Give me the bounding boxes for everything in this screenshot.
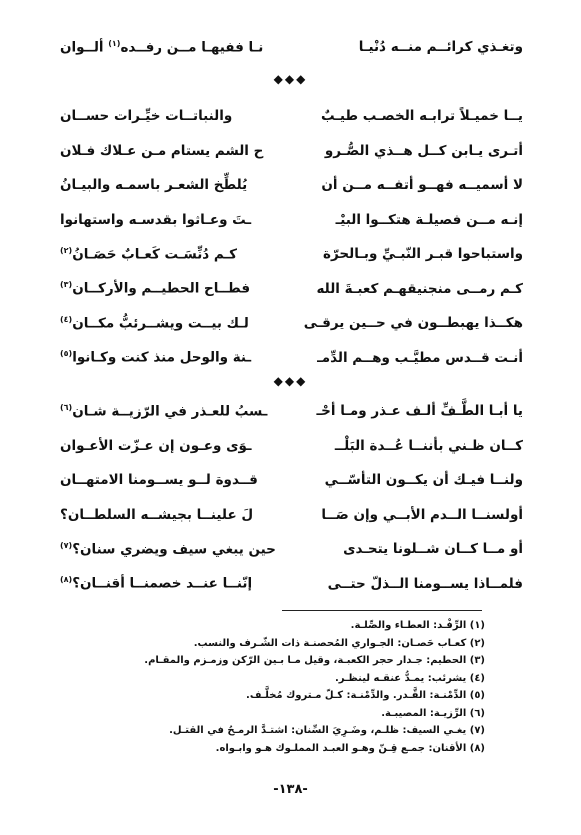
verse-row	[60, 396, 523, 426]
footnote-item: (٢) كعـاب حَصـان: الجـواري المُحصنـة ذات الشّـرف والنسب.	[193, 637, 485, 649]
page-number: -١٣٨-	[273, 782, 308, 797]
footnote-item: (٤) يشرئب: يمـدُّ عنقـه لينظـر.	[334, 672, 485, 684]
verse-row	[60, 534, 523, 564]
verse-left-hemistich: إنّنــا عنــد خصمنــا أقنــان؟$^{(٨)}$	[60, 575, 253, 592]
verse-row	[60, 205, 523, 235]
footnote-ref: (٤)	[60, 314, 73, 324]
verse-row	[60, 274, 523, 304]
verse-left-hemistich: ـنة والوحل منذ كنت وكـانوا$^{(٥)}$	[60, 349, 252, 366]
verse-right-hemistich: فلمــاذا يســومنا الــذلّ حتــى	[327, 575, 523, 592]
verse-left-hemistich: ـسبُ للعـذر في الرّزيــة شـان$^{(٦)}$	[60, 402, 268, 420]
section-separator: ◆◆◆	[273, 72, 308, 86]
footnote-ref: (٣)	[60, 280, 73, 290]
footnote-item: (٣) الحطيم: جـدار حجر الكعبـة، وقيل مـا بـين الرّكن وزمـزم والمقـام.	[144, 655, 485, 666]
verse-row	[60, 569, 523, 599]
footnote-ref: (١)	[108, 38, 121, 48]
verse-right-hemistich: هكــذا يهبطــون في حــين يرقـى	[303, 315, 523, 331]
verse-right-hemistich: وتغـذي كرائــم منــه دُنْيـا	[358, 39, 523, 55]
verse-right-hemistich: أو مــا كــان شــلونا يتحـدى	[343, 541, 523, 557]
verse-left-hemistich: لـك بيــت ويشــرئبُّ مكــان$^{(٤)}$	[60, 314, 249, 332]
verse-left-hemistich: قــدوة لــو يســومنا الامتهــان	[60, 472, 258, 488]
verse-left-hemistich: كـم دُنِّسَـت كَعـابٌ حَصَـانُ$^{(٢)}$	[60, 245, 237, 263]
verse-left-hemistich: والنباتــات خيِّـرات حســان	[60, 108, 233, 124]
verse-row	[60, 32, 523, 62]
footnote-ref: (٨)	[60, 575, 73, 585]
footnote-item: (٨) الأقنان: جمـع قِـنّ وهـو العبـد المملـوك هـو وابـواه.	[215, 742, 485, 754]
footnote-ref: (٦)	[60, 402, 73, 412]
footnote-item: (٥) الدِّمْنـة: القَّـدر. والدِّمْنـة: كـلّ مـتروك مُخلَّـف.	[246, 690, 485, 701]
verse-left-hemistich: ح الشم يستام مـن عـلاك فـلان	[60, 142, 264, 159]
verse-right-hemistich: ولنــا فيـك أن يكــون التأسّــي	[324, 472, 523, 488]
verse-row	[60, 465, 523, 495]
verse-row	[60, 500, 523, 530]
footnote-item: (٧) يغـي السيف: ظلـم، وضَـرِيَ السِّنان: اشتـدَّ الرمـحُ في القتـل.	[169, 725, 485, 736]
footnote-ref: (٢)	[60, 245, 73, 255]
verse-right-hemistich: أنـت قــدس مطيَّـب وهــم الدِّمـ	[317, 349, 523, 366]
verse-left-hemistich: حين يبغي سيف ويضري سنان؟$^{(٧)}$	[60, 540, 276, 558]
footnote-ref: (٧)	[60, 540, 73, 550]
verse-right-hemistich: يا أبـا الطَّـفِّ ألـف عـذر ومـا أحْـ	[316, 403, 523, 419]
footnote-ref: (٥)	[60, 349, 73, 359]
verse-left-hemistich: ـوَى وعـون إن عـزّت الأعـوان	[60, 437, 252, 454]
verse-row	[60, 343, 523, 373]
verse-left-hemistich: فطــاح الحطيــم والأركــان$^{(٣)}$	[60, 280, 251, 297]
verse-left-hemistich: لَ علينــا بجيشــه السلطــان؟	[60, 506, 254, 523]
footnote-rule	[282, 610, 482, 611]
verse-left-hemistich: ـتَ وعـاثوا بقدسـه واستهانوا	[60, 211, 252, 228]
verse-row	[60, 170, 523, 200]
verse-left-hemistich: نـا ففيهـا مــن رفــده$^{(١)}$ ألــوان	[60, 38, 264, 56]
verse-right-hemistich: يــا خميـلاً ترابـه الخصـب طيـبٌ	[320, 108, 523, 124]
verse-left-hemistich: يُلطِّخ الشعـر باسمـه والبيـانُ	[60, 177, 248, 193]
verse-row	[60, 431, 523, 461]
verse-right-hemistich: إنـه مــن فصيلـة هتكــوا البيْـ	[335, 211, 523, 228]
verse-right-hemistich: كـم رمــى منجنيقهـم كعبـةَ الله	[316, 280, 523, 297]
verse-right-hemistich: لا أسميــه فهــو أتفــه مــن أن	[321, 177, 523, 193]
verse-row	[60, 239, 523, 269]
verse-right-hemistich: كــان ظـني بأننــا عُــدة البَلْــ	[334, 437, 523, 454]
footnote-item: (١) الرِّفْـد: العطـاء والصِّلـة.	[350, 620, 485, 631]
footnotes	[60, 617, 485, 757]
verse-row	[60, 308, 523, 338]
verse-right-hemistich: أتـرى يـابن كــل هــذي الصُّـرو	[324, 142, 523, 159]
section-separator: ◆◆◆	[273, 374, 308, 388]
verse-right-hemistich: أولسنــا الــدم الأبــي وإن صَــا	[321, 506, 523, 523]
verse-row	[60, 136, 523, 166]
verse-right-hemistich: واستباحوا قبـر النّبـيِّ وبـالحرّة	[323, 246, 523, 262]
verse-row	[60, 101, 523, 131]
footnote-item: (٦) الرِّزيـة: المصيبـة.	[381, 707, 485, 719]
